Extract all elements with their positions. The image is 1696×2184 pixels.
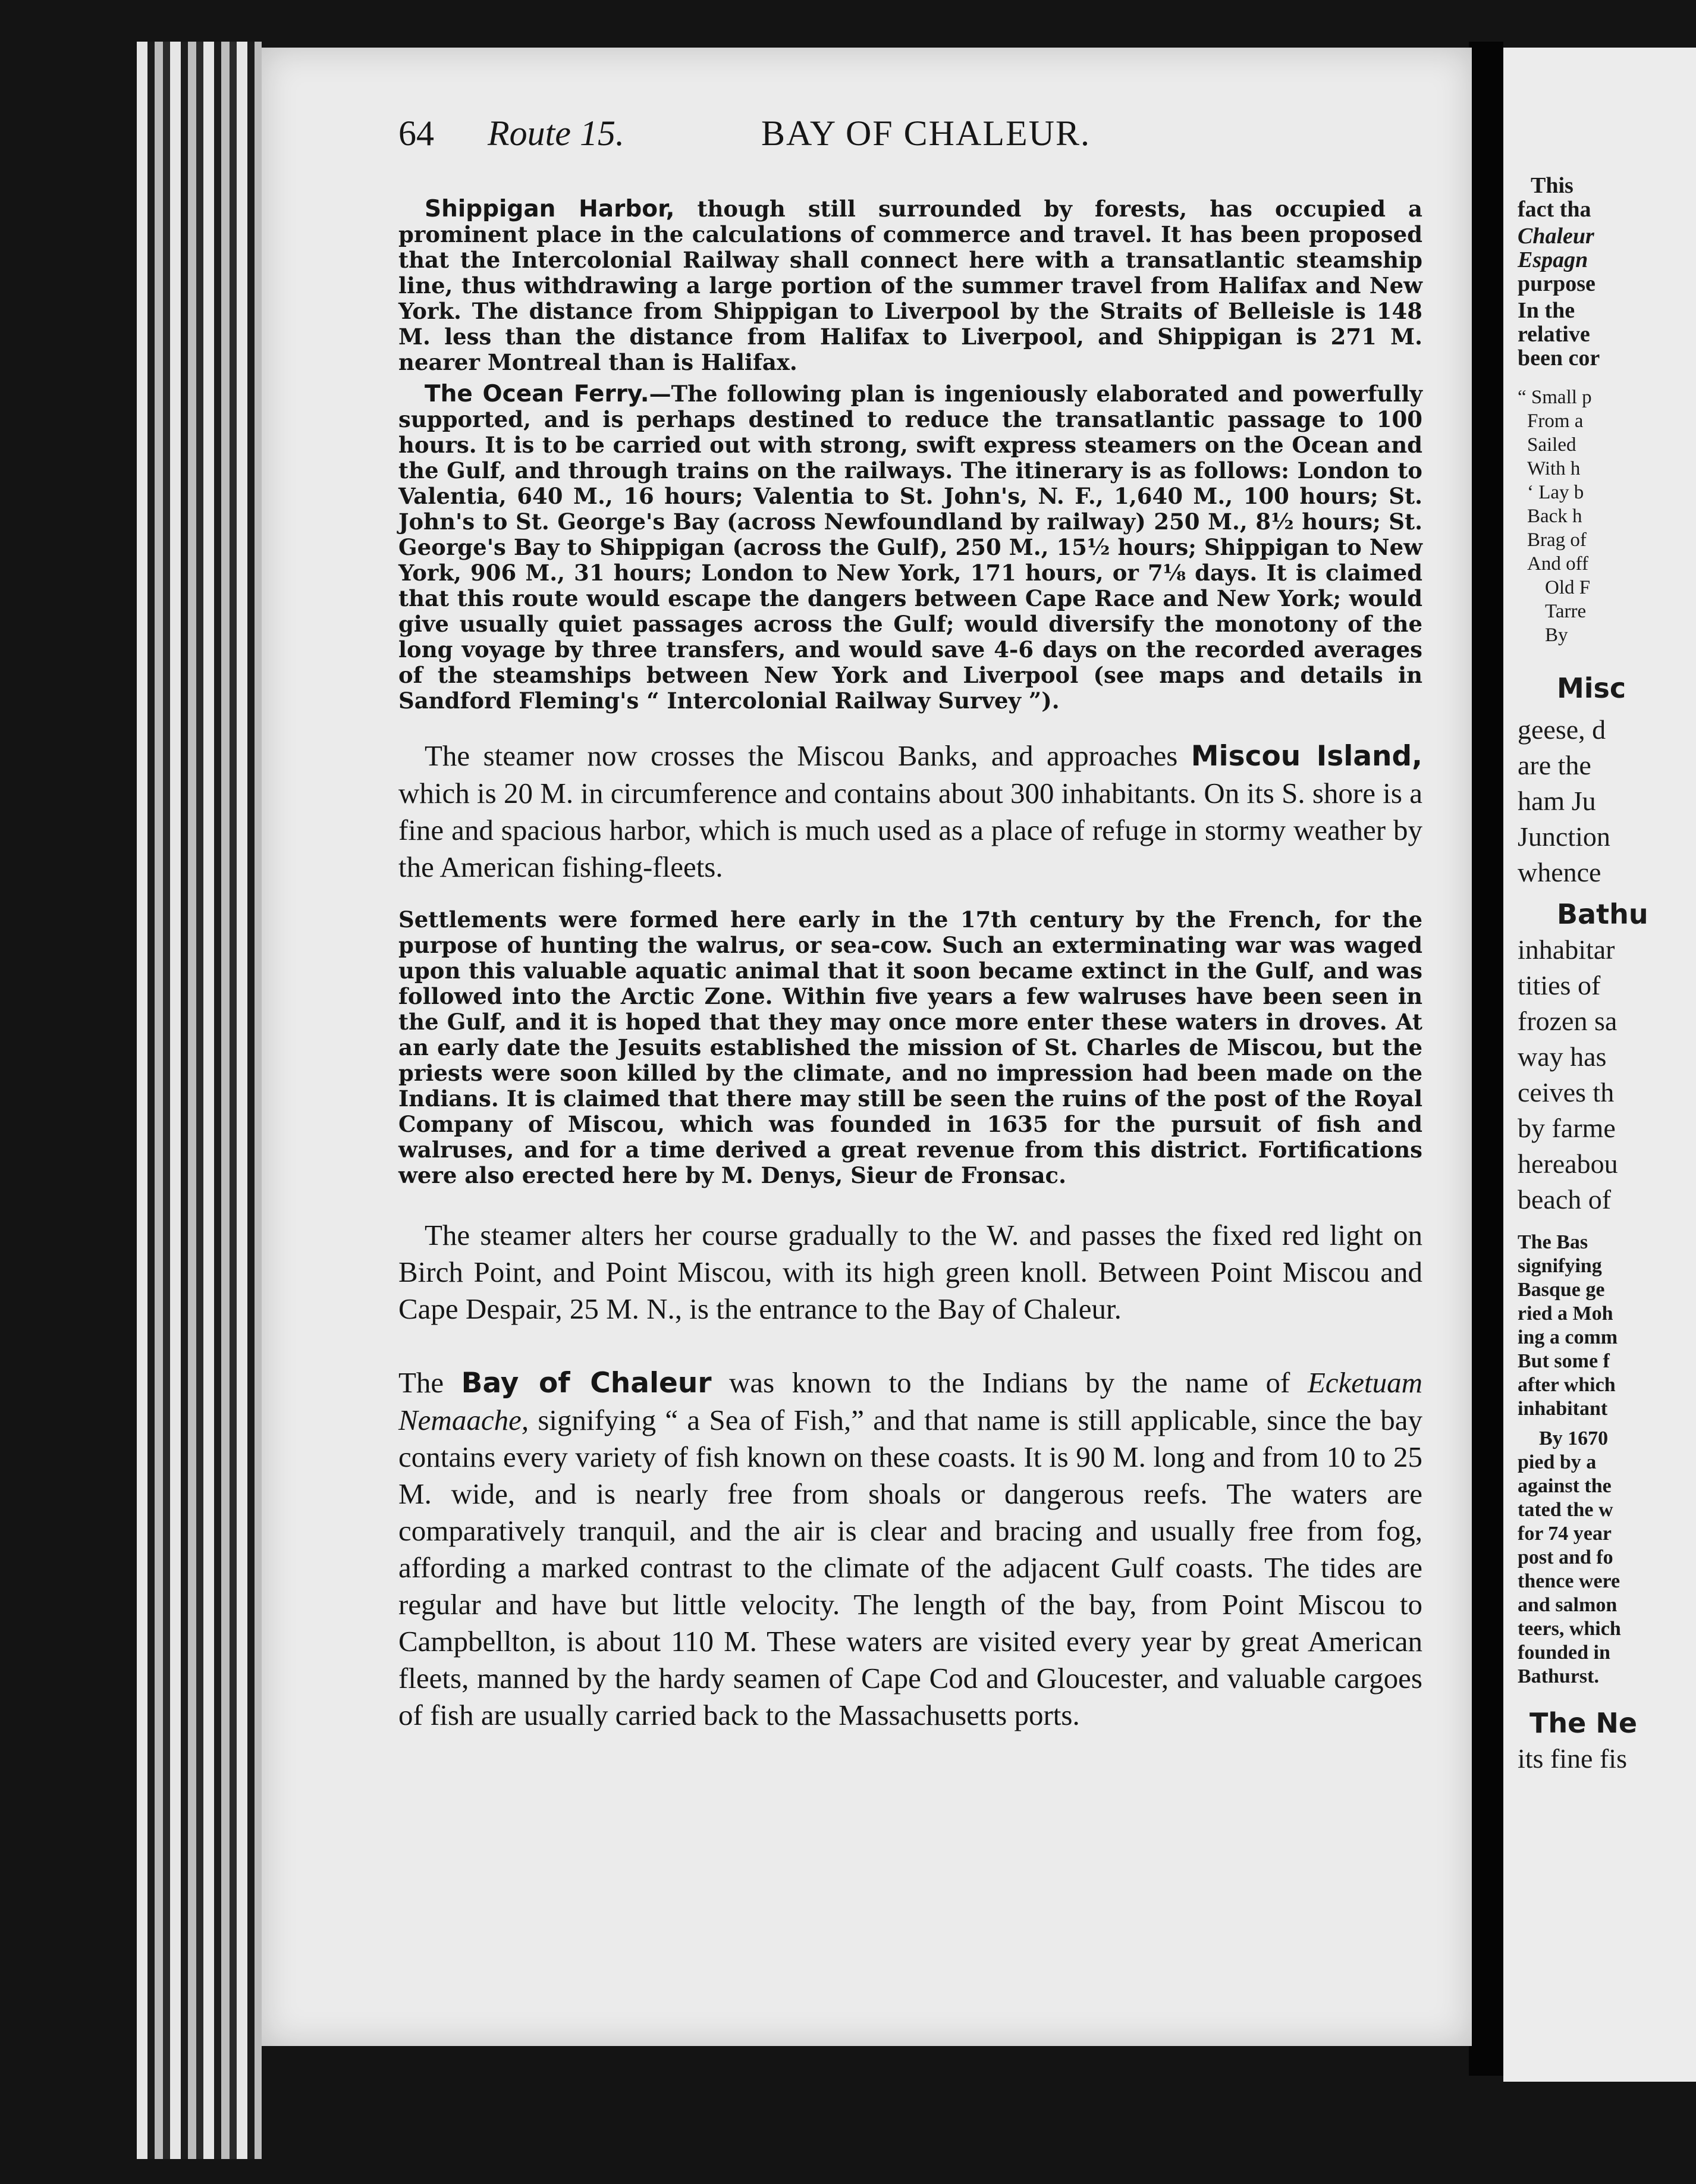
next-page-text-line: Basque ge	[1518, 1279, 1605, 1301]
paragraph-text: The steamer now crosses the Miscou Banks, and approaches	[425, 739, 1191, 772]
next-page-text-line: beach of	[1518, 1184, 1612, 1215]
next-page-text-line: Chaleur	[1518, 224, 1594, 249]
next-page-text-line: tities of	[1518, 970, 1601, 1000]
next-page-text-line: Bathu	[1557, 898, 1648, 930]
next-page-text-line: By 1670	[1539, 1427, 1609, 1449]
book-binding-edge	[137, 42, 262, 2159]
next-page-text-line: are the	[1518, 750, 1591, 780]
paragraph-text: Settlements were formed here early in the 17th century by the French, for the purpose of hunting the walrus, or sea-cow. Such an exterminating war was waged upon this valuable aquatic animal that it soon became extinct in the Gulf, and was followed into the Arctic Zone. Within five years a few walruses have been seen in the Gulf, and it is hoped that they may once more enter these waters in droves. At an early date the Jesuits established the mission of St. Charles de Miscou, but the priests were soon killed by the climate, and no impression had been made on the Indians. It is claimed that there may still be seen the ruins of the post of the Royal Company of Miscou, which was founded in 1635 for the pursuit of fish and walruses, and for a time derived a great revenue from this district. Fortifications were also erected here by M. Denys, Sieur de Fronsac.	[398, 906, 1422, 1188]
next-page-text-line: Tarre	[1545, 601, 1587, 622]
next-page-fragment	[1503, 48, 1696, 2082]
paragraph-steamer-course	[398, 1217, 1422, 1328]
next-page-text-line: Espagn	[1518, 247, 1588, 272]
next-page-text-line: relative	[1518, 322, 1590, 347]
paragraph-text: The steamer alters her course gradually to the W. and passes the fixed red light on Birch Point, and Point Miscou, with its high green knoll. Between Point Miscou and Cape Despair, 25 M. N., is the entrance to the Bay of Chaleur.	[398, 1219, 1422, 1325]
next-page-text-line: for 74 year	[1518, 1523, 1612, 1545]
next-page-text-line: geese, d	[1518, 714, 1606, 745]
term-bay-of-chaleur: Bay of Chaleur	[461, 1367, 712, 1399]
next-page-text-line: “ Small p	[1518, 387, 1592, 408]
next-page-text-line: inhabitant	[1518, 1398, 1608, 1420]
next-page-text-line: inhabitar	[1518, 934, 1615, 965]
next-page-text-line: thence were	[1518, 1570, 1620, 1592]
page-gutter-shadow	[1469, 42, 1503, 2076]
paragraph-ocean-ferry	[398, 381, 1422, 714]
next-page-text-line: Brag of	[1527, 529, 1587, 551]
paragraph-text: which is 20 M. in circumference and contains about 300 inhabitants. On its S. shore is a fine and spacious harbor, which is much used as a place of refuge in stormy weather by the American fishing-fleets.	[398, 777, 1422, 883]
next-page-text-line: ‘ Lay b	[1527, 482, 1584, 503]
next-page-text-line: teers, which	[1518, 1618, 1621, 1640]
next-page-text-line: whence	[1518, 857, 1601, 887]
next-page-text-line: pied by a	[1518, 1451, 1597, 1473]
next-page-text-line: hereabou	[1518, 1149, 1618, 1179]
next-page-text-line: after which	[1518, 1374, 1616, 1396]
paragraph-bay-of-chaleur	[398, 1364, 1422, 1734]
next-page-text-line: The Bas	[1518, 1231, 1588, 1253]
next-page-text-line: With h	[1527, 458, 1581, 479]
paragraph-miscou-island	[398, 738, 1422, 886]
next-page-text-line: In the	[1518, 298, 1575, 323]
term-ecketuam-nemaache: Ecketuam Nemaache,	[398, 1366, 1422, 1436]
next-page-text-line: From a	[1527, 410, 1584, 432]
next-page-text-line: frozen sa	[1518, 1006, 1618, 1036]
next-page-text-line: purpose	[1518, 271, 1596, 296]
next-page-text-line: Junction	[1518, 821, 1610, 852]
book-page	[262, 48, 1472, 2046]
term-miscou-island: Miscou Island,	[1191, 740, 1423, 773]
next-page-text-line: by farme	[1518, 1113, 1616, 1143]
next-page-text-line: against the	[1518, 1475, 1612, 1497]
paragraph-text: though still surrounded by forests, has occupied a prominent place in the calculations of commerce and travel. It has been proposed that the Intercolonial Railway shall connect here with a transatlantic steamship line, thus withdrawing a large portion of the summer travel from Halifax and New York. The distance from Shippigan to Liverpool by the Straits of Belleisle is 148 M. less than the distance from Halifax to Liverpool, and Shippigan is 271 M. nearer Montreal than is Halifax.	[398, 196, 1422, 375]
next-page-text-line: been cor	[1518, 346, 1600, 371]
next-page-text-line: fact tha	[1518, 197, 1591, 222]
paragraph-text: The	[398, 1366, 461, 1399]
page-number: 64	[398, 114, 434, 153]
next-page-text-line: But some f	[1518, 1350, 1610, 1372]
paragraph-text: was known to the Indians by the name of	[711, 1366, 1308, 1399]
page-content	[398, 196, 1422, 1734]
next-page-text-line: The Ne	[1529, 1707, 1638, 1739]
next-page-text-line: ing a comm	[1518, 1326, 1618, 1348]
paragraph-shippigan-harbor	[398, 196, 1422, 375]
next-page-text-line: By	[1545, 625, 1568, 646]
next-page-text-line: ham Ju	[1518, 786, 1596, 816]
next-page-text-line: way has	[1518, 1041, 1607, 1072]
next-page-text-line: Bathurst.	[1518, 1665, 1599, 1687]
next-page-text-line: ceives th	[1518, 1077, 1615, 1107]
heading-shippigan-harbor: Shippigan Harbor,	[425, 196, 675, 222]
next-page-text-line: Misc	[1557, 672, 1626, 704]
next-page-text-line: Old F	[1545, 577, 1591, 598]
paragraph-text: —The following plan is ingeniously elaborated and powerfully supported, and is perhaps destined to reduce the transatlantic passage to 100 hours. It is to be carried out with strong, swift express steamers on the Ocean and the Gulf, and through trains on the railways. The itinerary is as follows: London to Valentia, 640 M., 16 hours; Valentia to St. John's, N. F., 1,640 M., 100 hours; St. John's to St. George's Bay (across Newfoundland by railway) 250 M., 8½ hours; St. George's Bay to Shippigan (across the Gulf), 250 M., 15½ hours; Shippigan to New York, 906 M., 31 hours; London to New York, 171 hours, or 7⅛ days. It is claimed that this route would escape the dangers between Cape Race and New York; would give usually quiet passages across the Gulf; would diversify the monotony of the long voyage by three transfers, and would save 4-6 days on the recorded averages of the steamships between New York and Liverpool (see maps and details in Sandford Fleming's “ Intercolonial Railway Survey ”).	[398, 381, 1422, 714]
heading-ocean-ferry: The Ocean Ferry.	[425, 381, 649, 407]
next-page-text-line: And off	[1527, 553, 1588, 575]
paragraph-text: signifying “ a Sea of Fish,” and that name is still applicable, since the bay contains every variety of fish known on these coasts. It is 90 M. long and from 10 to 25 M. wide, and is nearly free from shoals or dangerous reefs. The waters are comparatively tranquil, and the air is clear and bracing and usually free from fog, affording a marked contrast to the climate of the adjacent Gulf coasts. The tides are regular and have but little velocity. The length of the bay, from Point Miscou to Campbellton, is about 110 M. These waters are visited every year by great American fleets, manned by the hardy seamen of Cape Cod and Gloucester, and valuable cargoes of fish are usually carried back to the Massachusetts ports.	[398, 1404, 1422, 1731]
next-page-text-line: tated the w	[1518, 1499, 1613, 1521]
next-page-text-line: and salmon	[1518, 1594, 1618, 1616]
next-page-text-line: signifying	[1518, 1255, 1602, 1277]
route-label: Route 15.	[488, 114, 624, 153]
page-title: BAY OF CHALEUR.	[761, 114, 1091, 153]
next-page-text-line: Sailed	[1527, 434, 1576, 456]
next-page-text-line: This	[1531, 173, 1573, 198]
page-header	[398, 113, 1421, 167]
next-page-text-line: Back h	[1527, 506, 1582, 527]
next-page-text-line: post and fo	[1518, 1546, 1613, 1568]
paragraph-settlements	[398, 907, 1422, 1188]
next-page-text-line: ried a Moh	[1518, 1303, 1613, 1325]
next-page-text-line: founded in	[1518, 1642, 1610, 1664]
next-page-text-line: its fine fis	[1518, 1743, 1627, 1774]
